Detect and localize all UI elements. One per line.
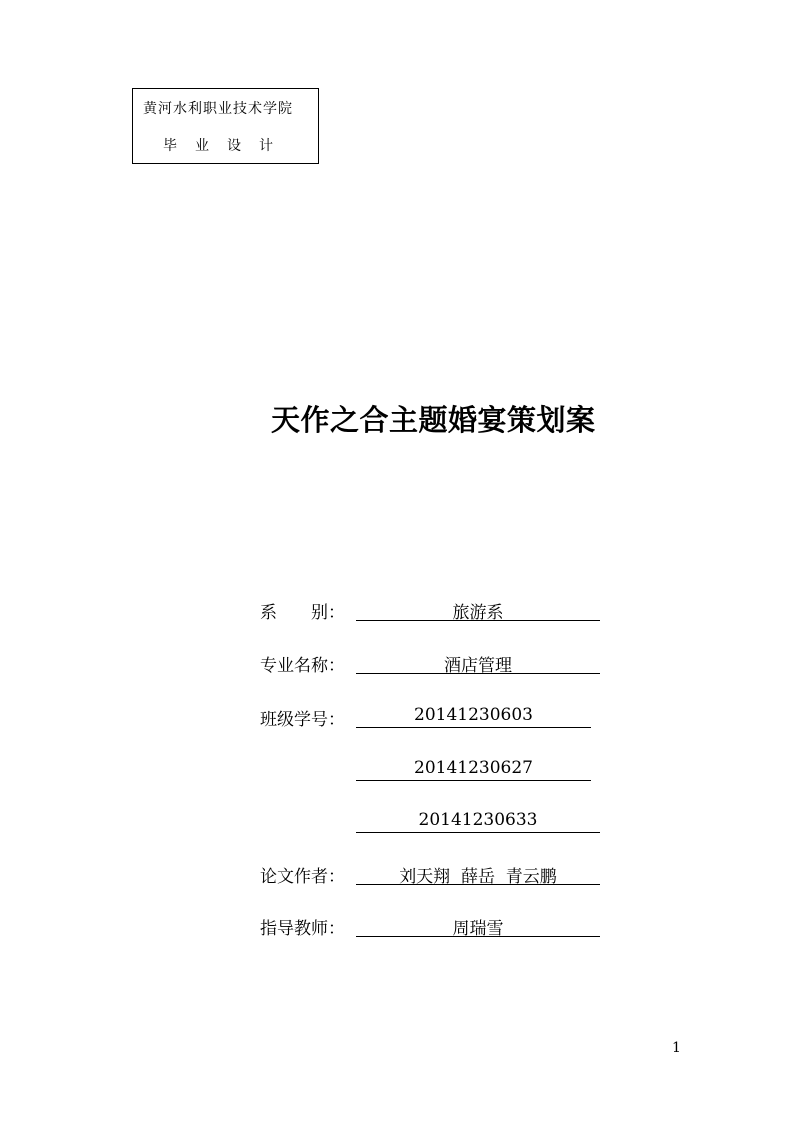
student-id-value-2: 20141230627	[356, 758, 591, 781]
page-number: 1	[672, 1040, 681, 1056]
department-label: 系 别：	[260, 603, 345, 623]
student-id-value-1: 20141230603	[356, 705, 591, 728]
advisor-label: 指导教师：	[260, 919, 345, 939]
department-row	[260, 598, 605, 622]
authors-row	[260, 862, 605, 886]
student-id-row-1	[260, 705, 605, 729]
student-id-value-3: 20141230633	[356, 810, 600, 833]
student-id-row-2	[260, 758, 605, 782]
major-value: 酒店管理	[356, 651, 600, 674]
institution-header-box	[132, 88, 319, 164]
major-row	[260, 651, 605, 675]
document-type: 毕业设计	[163, 138, 291, 154]
student-id-row-3	[260, 810, 605, 834]
institution-name: 黄河水利职业技术学院	[143, 101, 293, 117]
student-id-label: 班级学号：	[260, 710, 345, 730]
document-title: 天作之合主题婚宴策划案	[271, 403, 596, 437]
authors-value: 刘天翔 薛岳 青云鹏	[356, 862, 600, 885]
advisor-value: 周瑞雪	[356, 914, 600, 937]
major-label: 专业名称：	[260, 656, 345, 676]
advisor-row	[260, 914, 605, 938]
department-value: 旅游系	[356, 598, 600, 621]
authors-label: 论文作者：	[260, 867, 345, 887]
